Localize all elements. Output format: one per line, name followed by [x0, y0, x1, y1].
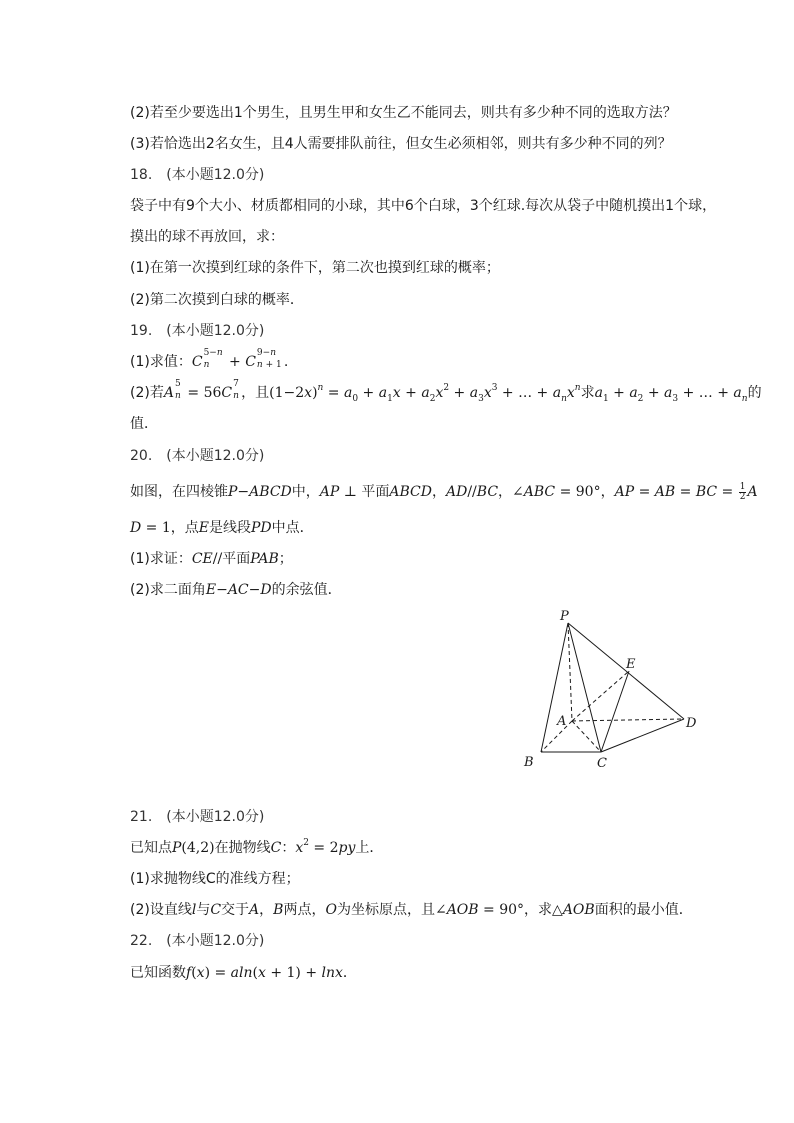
q22-stem: 已知函数f(x) = aln(x + 1) + lnx．: [130, 965, 357, 981]
q20-text: 中点．: [271, 520, 314, 536]
q20-text: (1)求证：: [130, 551, 192, 567]
q18-stem-line2: 摸出的球不再放回，求：: [130, 229, 284, 245]
edge-CD: [601, 719, 684, 752]
q19-part2-mid1: ，且: [241, 385, 270, 401]
q19-part1-prefix: (1)求值：: [130, 354, 192, 370]
q19-header: 19. (本小题12.0分): [130, 323, 265, 339]
q18-part2: (2)第二次摸到白球的概率．: [130, 292, 304, 308]
label-C: C: [597, 756, 607, 771]
q21-text: 在抛物线: [214, 840, 271, 856]
q21-text: 两点，: [283, 902, 326, 918]
q20-text: 的余弦值．: [271, 582, 342, 598]
q20-text: ；: [278, 551, 293, 567]
q20-text: ，点: [170, 520, 199, 536]
q21-text: 与: [196, 902, 211, 918]
q21-text: ，: [259, 902, 274, 918]
q20-header: 20. (本小题12.0分): [130, 448, 265, 464]
q17-part3: (3)若恰选出2名女生，且4人需要排队前往，但女生必须相邻，则共有多少种不同的列？: [130, 136, 672, 152]
q21-header: 21. (本小题12.0分): [130, 809, 265, 825]
q19-part2-mid2: 求: [580, 385, 595, 401]
label-P: P: [560, 609, 569, 624]
q20-text: 是线段: [209, 520, 252, 536]
q20-stem-line1: 如图，在四棱锥P−ABCD中，AP ⊥ 平面ABCD，AD//BC，∠ABC = 90°，AP = AB = BC = $\frac{1}{2}$ A: [130, 481, 758, 502]
edge-PB: [541, 623, 568, 752]
q22-text: ．: [342, 965, 357, 981]
edge-PC: [568, 623, 601, 752]
q21-stem: 已知点P(4,2)在抛物线C：$x^2 = 2py$上．: [130, 838, 384, 856]
q21-part2: (2)设直线l与C交于A，B两点，O为坐标原点，且∠AOB = 90°，求△AOB面积的最小值．: [130, 902, 693, 918]
edge-AD: [572, 719, 684, 721]
label-E: E: [626, 657, 636, 672]
q18-part1: (1)在第一次摸到红球的条件下，第二次也摸到红球的概率；: [130, 260, 500, 276]
q21-text: ，求: [524, 902, 553, 918]
q19-part2-tail: 值．: [130, 416, 158, 432]
q20-part1: (1)求证：CE//平面PAB；: [130, 551, 293, 567]
q20-stem-line2: D = 1，点E是线段PD中点．: [130, 520, 314, 536]
q21-text: 面积的最小值．: [594, 902, 693, 918]
q20-part2: (2)求二面角E−AC−D的余弦值．: [130, 582, 342, 598]
q20-text: 平面: [222, 551, 251, 567]
q20-text: ，: [431, 484, 446, 500]
q21-text: (2)设直线: [130, 902, 192, 918]
q19-part2: (2)若A 5 n = 56C 7 n ，且$(1-2x)^n = a_0 + a_1x + a_2x^2 + a_3x^3$ + … + $a_nx^n$求$a_1 + a_2 + a_3$ + … + $a_n$的: [130, 379, 762, 404]
q21-part1: (1)求抛物线C的准线方程；: [130, 871, 300, 887]
q20-text: (2)求二面角: [130, 582, 206, 598]
label-A: A: [557, 714, 567, 729]
q21-text: 上．: [355, 840, 384, 856]
pyramid-figure: [515, 600, 715, 780]
q20-text: 如图，在四棱锥: [130, 484, 228, 500]
label-D: D: [686, 716, 697, 731]
q22-header: 22. (本小题12.0分): [130, 933, 265, 949]
q21-text: 为坐标原点，且: [336, 902, 435, 918]
q19-part2-suffix: 的: [747, 385, 762, 401]
label-B: B: [524, 755, 534, 770]
q18-stem-line1: 袋子中有9个大小、材质都相同的小球，其中6个白球，3个红球.每次从袋子中随机摸出1个球，: [130, 198, 717, 214]
q20-text: ，: [498, 484, 513, 500]
q22-text: 已知函数: [130, 965, 186, 981]
q20-text: ，: [600, 484, 615, 500]
q17-part2: (2)若至少要选出1个男生，且男生甲和女生乙不能同去，则共有多少种不同的选取方法？: [130, 105, 677, 121]
q21-text: 已知点: [130, 840, 172, 856]
q20-text: 中，: [291, 484, 320, 500]
q19-part1: (1)求值：C 5−n n + C 9−n n + 1 .: [130, 348, 289, 370]
q20-text: 平面: [361, 484, 390, 500]
q18-header: 18. (本小题12.0分): [130, 167, 265, 183]
q21-text: 交于: [221, 902, 250, 918]
q19-part2-prefix: (2)若: [130, 385, 164, 401]
